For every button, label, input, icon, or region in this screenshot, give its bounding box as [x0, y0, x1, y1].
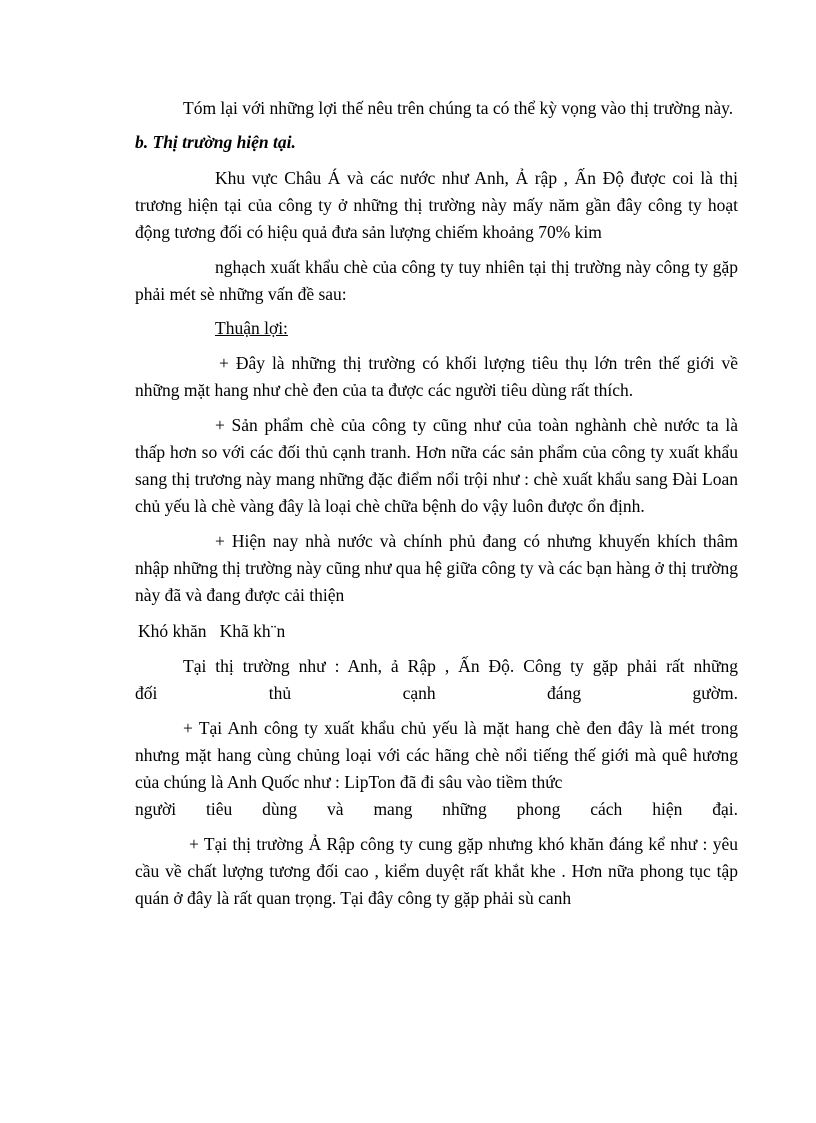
paragraph-current-market: Khu vực Châu Á và các nước như Anh, Ả rập , Ấn Độ được coi là thị trương hiện tại của công ty ở những thị trường này mấy năm gần đây công ty hoạt động tương đối có hiệu quả đưa sản lượng chiếm khoảng 70% kim: [135, 168, 738, 242]
paragraph-conclusion: Tóm lại với những lợi thế nêu trên chúng ta có thể kỳ vọng vào thị trường này.: [183, 98, 734, 118]
paragraph-advantage-1: + Đây là những thị trường có khối lượng tiêu thụ lớn trên thế giới về những mặt hang như chè đen của ta được các người tiêu dùng rất thích.: [135, 353, 738, 400]
subheading-advantages: [135, 315, 738, 342]
paragraph-difficulty-arab: + Tại thị trường Ả Rập công ty cung gặp nhưng khó khăn đáng kể như : yêu cầu về chất lượng tương đối cao , kiểm duyệt rất khắt khe . Hơn nữa phong tục tập quán ở đây là rất quan trọng. Tại đây công ty gặp phải sù canh: [135, 834, 738, 908]
paragraph-difficulty-intro: [135, 653, 738, 707]
section-heading-b: b. Thị trường hiện tại.: [135, 132, 296, 152]
difficulty-intro-line-1: Tại thị trường như : Anh, ả Rập , Ấn Độ. Công ty gặp phải rất những: [183, 656, 738, 676]
subheading-difficulties: Khó khăn Khã kh¨n: [138, 621, 286, 641]
difficulty-uk-last-line: người tiêu dùng và mang những phong cách hiện đại.: [135, 799, 738, 819]
paragraph-advantage-3: + Hiện nay nhà nước và chính phủ đang có nhưng khuyến khích thâm nhập những thị trường này cũng như qua hệ giữa công ty và các bạn hàng ở thị trường này đã và đang được cải thiện: [135, 531, 738, 605]
paragraph-export-share: nghạch xuất khẩu chè của công ty tuy nhiên tại thị trường này công ty gặp phải mét sè những vấn đề sau:: [135, 257, 738, 304]
difficulty-uk-body: + Tại Anh công ty xuất khẩu chủ yếu là mặt hang chè đen đây là mét trong nhưng mặt hang cùng chủng loại với các hãng chè nổi tiếng thế giới mà quê hương của chúng là Anh Quốc như : LipTon đã đi sâu vào tiềm thức: [135, 718, 738, 792]
advantages-label: Thuận lợi:: [215, 318, 288, 338]
difficulty-intro-line-2: đối thủ cạnh đáng gườm.: [135, 683, 738, 703]
paragraph-advantage-2: + Sản phẩm chè của công ty cũng như của toàn nghành chè nước ta là thấp hơn so với các đối thủ cạnh tranh. Hơn nữa các sản phẩm của công ty xuất khẩu sang thị trương này mang những đặc điểm nổi trội như : chè xuất khẩu sang Đài Loan chủ yếu là chè vàng đây là loại chè chữa bệnh do vậy luôn được ổn định.: [135, 415, 738, 516]
paragraph-difficulty-uk: [135, 715, 738, 823]
document-body: [135, 95, 738, 912]
